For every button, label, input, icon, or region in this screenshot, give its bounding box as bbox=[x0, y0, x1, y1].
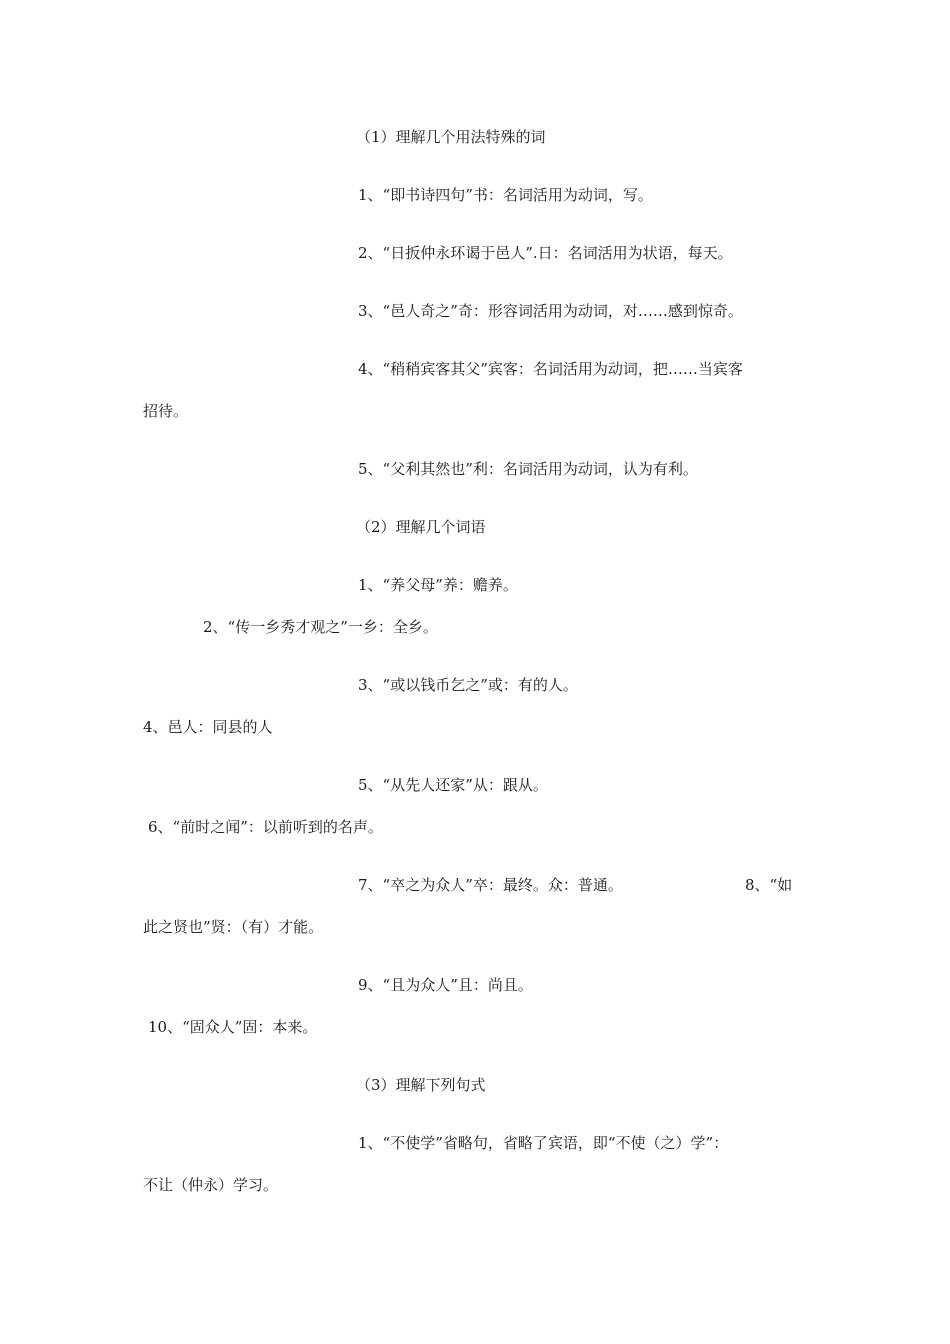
list-item: 1、“不使学”省略句，省略了宾语，即“不使（之）学”： bbox=[358, 1134, 729, 1152]
list-item: 2、“传一乡秀才观之”一乡：全乡。 bbox=[203, 618, 438, 636]
list-item: 8、“如 bbox=[745, 876, 793, 894]
list-item-continuation: 招待。 bbox=[143, 402, 189, 420]
section-heading: （2）理解几个词语 bbox=[356, 518, 486, 536]
list-item: 3、“邑人奇之”奇：形容词活用为动词，对……感到惊奇。 bbox=[358, 302, 743, 320]
list-item: 7、“卒之为众人”卒：最终。众：普通。 bbox=[358, 876, 623, 894]
section-heading: （3）理解下列句式 bbox=[356, 1076, 486, 1094]
list-item-continuation: 不让（仲永）学习。 bbox=[143, 1176, 279, 1194]
list-item: 5、“父利其然也”利：名词活用为动词，认为有利。 bbox=[358, 460, 698, 478]
list-item: 10、“固众人”固：本来。 bbox=[148, 1018, 318, 1036]
list-item: 4、邑人：同县的人 bbox=[143, 718, 273, 736]
list-item: 9、“且为众人”且：尚且。 bbox=[358, 976, 533, 994]
list-item: 3、“或以钱币乞之”或：有的人。 bbox=[358, 676, 578, 694]
list-item: 4、“稍稍宾客其父”宾客：名词活用为动词，把……当宾客 bbox=[358, 360, 743, 378]
list-item: 6、“前时之闻”：以前听到的名声。 bbox=[148, 818, 383, 836]
list-item: 5、“从先人还家”从：跟从。 bbox=[358, 776, 548, 794]
list-item: 1、“养父母”养：赡养。 bbox=[358, 576, 518, 594]
section-heading: （1）理解几个用法特殊的词 bbox=[356, 128, 546, 146]
list-item-continuation: 此之贤也”贤：（有）才能。 bbox=[143, 918, 324, 936]
list-item: 1、“即书诗四句”书：名词活用为动词，写。 bbox=[358, 186, 653, 204]
list-item: 2、“日扳仲永环谒于邑人”.日：名词活用为状语，每天。 bbox=[358, 244, 733, 262]
